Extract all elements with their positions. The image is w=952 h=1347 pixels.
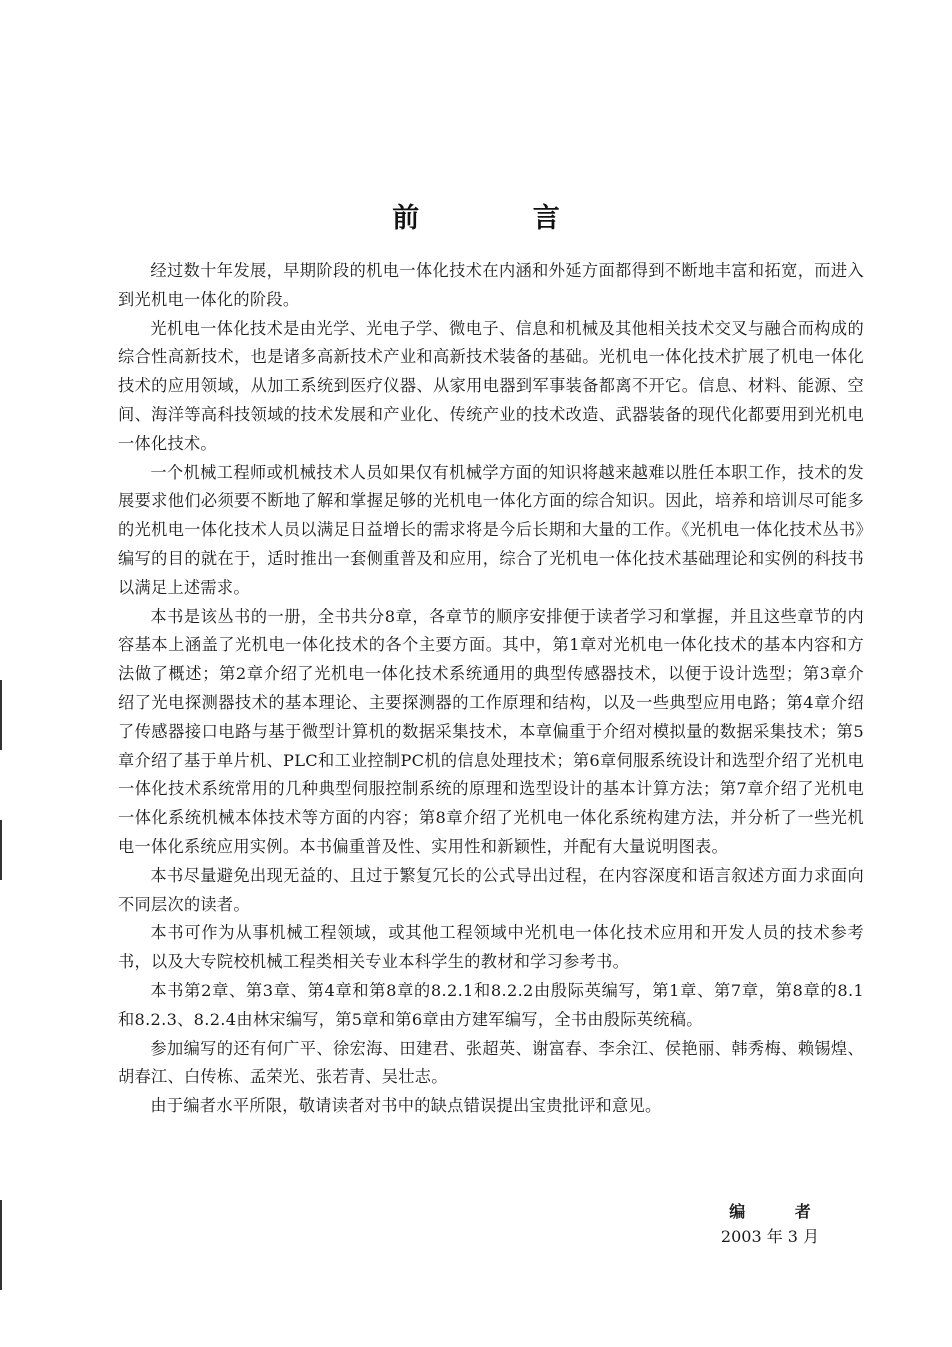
paragraph-3: 一个机械工程师或机械技术人员如果仅有机械学方面的知识将越来越难以胜任本职工作，技术的发展要求他们必须要不断地了解和掌握足够的光机电一体化方面的综合知识。因此，培养和培训尽可能多的光机电一体化技术人员以满足日益增长的需求将是今后长期和大量的工作。《光机电一体化技术丛书》编写的目的就在于，适时推出一套侧重普及和应用，综合了光机电一体化技术基础理论和实例的科技书以满足上述需求。 <box>118 462 864 597</box>
preface-body <box>118 257 864 1121</box>
page-title: 前 言 <box>392 203 612 234</box>
paragraph-6: 本书可作为从事机械工程领域，或其他工程领域中光机电一体化技术应用和开发人员的技术参考书，以及大专院校机械工程类相关专业本科学生的教材和学习参考书。 <box>118 923 864 972</box>
paragraph-5: 本书尽量避免出现无益的、且过于繁复冗长的公式导出过程，在内容深度和语言叙述方面力求面向不同层次的读者。 <box>118 865 864 914</box>
scan-edge-mark <box>0 1200 2 1290</box>
paragraph-2: 光机电一体化技术是由光学、光电子学、微电子、信息和机械及其他相关技术交叉与融合而构成的综合性高新技术，也是诸多高新技术产业和高新技术装备的基础。光机电一体化技术扩展了机电一体化技术的应用领域，从加工系统到医疗仪器、从家用电器到军事装备都离不开它。信息、材料、能源、空间、海洋等高科技领域的技术发展和产业化、传统产业的技术改造、武器装备的现代化都要用到光机电一体化技术。 <box>118 318 864 453</box>
scan-edge-mark <box>0 680 2 750</box>
paragraph-7: 本书第2章、第3章、第4章和第8章的8.2.1和8.2.2由殷际英编写，第1章、第7章，第8章的8.1和8.2.3、8.2.4由林宋编写，第5章和第6章由方建军编写，全书由殷际英统稿。 <box>118 980 864 1029</box>
signature-author: 编 者 <box>729 1202 833 1221</box>
paragraph-4: 本书是该丛书的一册，全书共分8章，各章节的顺序安排便于读者学习和掌握，并且这些章节的内容基本上涵盖了光机电一体化技术的各个主要方面。其中，第1章对光机电一体化技术的基本内容和方法做了概述；第2章介绍了光机电一体化技术系统通用的典型传感器技术，以便于设计选型；第3章介绍了光电探测器技术的基本理论、主要探测器的工作原理和结构，以及一些典型应用电路；第4章介绍了传感器接口电路与基于微型计算机的数据采集技术，本章偏重于介绍对模拟量的数据采集技术；第5章介绍了基于单片机、PLC和工业控制PC机的信息处理技术；第6章伺服系统设计和选型介绍了光机电一体化技术系统常用的几种典型伺服控制系统的原理和选型设计的基本计算方法；第7章介绍了光机电一体化系统机械本体技术等方面的内容；第8章介绍了光机电一体化系统构建方法，并分析了一些光机电一体化系统应用实例。本书偏重普及性、实用性和新颖性，并配有大量说明图表。 <box>118 606 864 856</box>
paragraph-1: 经过数十年发展，早期阶段的机电一体化技术在内涵和外延方面都得到不断地丰富和拓宽，而进入到光机电一体化的阶段。 <box>118 261 864 309</box>
scan-edge-mark <box>0 820 2 880</box>
paragraph-8: 参加编写的还有何广平、徐宏海、田建君、张超英、谢富春、李余江、侯艳丽、韩秀梅、赖锡煌、胡春江、白传栋、孟荣光、张若青、吴壮志。 <box>118 1038 864 1087</box>
paragraph-9: 由于编者水平所限，敬请读者对书中的缺点错误提出宝贵批评和意见。 <box>150 1096 662 1116</box>
signature-date: 2003 年 3 月 <box>720 1227 820 1246</box>
